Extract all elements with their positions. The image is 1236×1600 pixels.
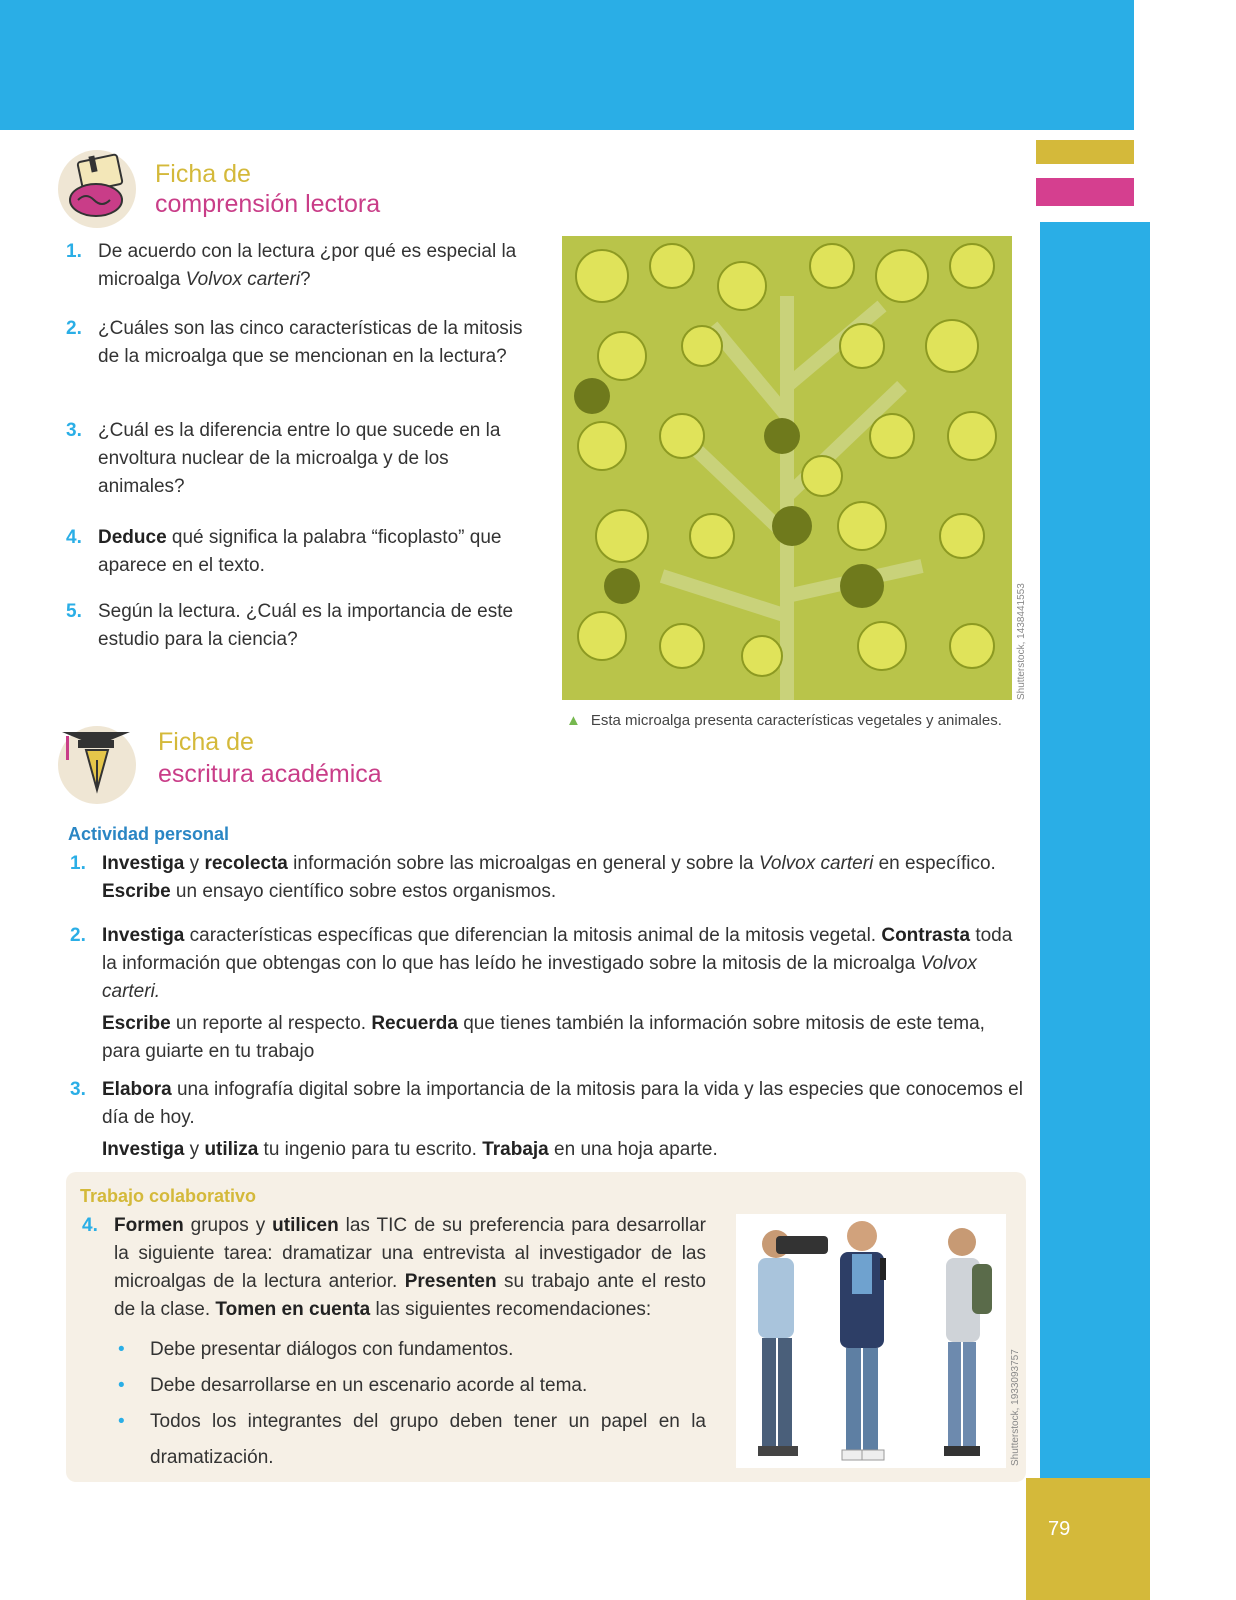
bold-verb: utiliza	[204, 1139, 259, 1160]
question-number: 4.	[66, 527, 82, 548]
bold-verb: Investiga	[102, 925, 185, 946]
text-run: ¿Cuáles son las cinco características de la mitosis de la microalga que se mencionan en la lectura?	[98, 318, 523, 367]
bold-verb: Escribe	[102, 881, 171, 902]
question-text	[98, 601, 513, 650]
writing-item	[70, 922, 1024, 1066]
brain-book-icon	[58, 150, 136, 228]
bullet-item	[118, 1404, 706, 1476]
reading-sheet-title-2: comprensión lectora	[155, 190, 381, 218]
text-run: ¿Cuál es la diferencia entre lo que sucede en la envoltura nuclear de la microalga y de los animales?	[98, 420, 501, 497]
text-run: un ensayo científico sobre estos organismos.	[170, 881, 557, 902]
interview-photo-credit: Shutterstock, 1933093757	[1010, 1349, 1021, 1466]
bold-verb: Investiga	[102, 853, 185, 874]
bold-verb: Contrasta	[881, 925, 971, 946]
collaborative-item	[82, 1212, 707, 1324]
bullet-item	[118, 1332, 706, 1368]
text-run: qué significa la palabra “ficoplasto” que aparece en el texto.	[98, 527, 502, 576]
text-run: un reporte al respecto.	[170, 1013, 372, 1034]
item-text	[102, 1076, 1024, 1164]
reading-question	[66, 598, 528, 654]
item-number: 2.	[70, 925, 86, 946]
item-paragraph	[102, 1076, 1024, 1132]
text-run: y	[184, 1139, 205, 1160]
interview-photo	[736, 1214, 1006, 1468]
text-run: en específico.	[873, 853, 996, 874]
side-marker-pink	[1036, 178, 1134, 206]
writing-sheet-title-2: escritura académica	[158, 760, 382, 788]
question-number: 1.	[66, 241, 82, 262]
item-number: 1.	[70, 853, 86, 874]
question-text	[98, 420, 500, 497]
text-run: De acuerdo con la lectura ¿por qué es especial la microalga	[98, 241, 517, 290]
text-run: en una hoja aparte.	[548, 1139, 718, 1160]
top-color-band	[0, 0, 1134, 130]
graduation-pen-icon	[58, 726, 136, 804]
italic-term: Volvox carteri.	[102, 953, 977, 1002]
question-number: 3.	[66, 420, 82, 441]
italic-term: Volvox carteri	[758, 853, 874, 874]
bold-verb: Recuerda	[371, 1013, 458, 1034]
reading-question	[66, 315, 528, 371]
bullet-text: Todos los integrantes del grupo deben tener un papel en la dramatización.	[150, 1411, 706, 1468]
text-run: tu ingenio para tu escrito.	[258, 1139, 483, 1160]
item-paragraph	[102, 850, 1024, 906]
writing-item	[70, 850, 1024, 906]
triangle-icon: ▲	[566, 712, 581, 729]
text-run: toda la información que obtengas con lo que has leído he investigado sobre la mitosis de la microalga	[102, 925, 1013, 974]
bullet-text: Debe desarrollarse en un escenario acorde al tema.	[150, 1375, 588, 1396]
page-number-box	[1026, 1478, 1150, 1600]
item-text	[102, 922, 1024, 1066]
page-number: 79	[1048, 1518, 1071, 1540]
text-run: las TIC de su preferencia para desarrollar la siguiente tarea: dramatizar una entrevista al investigador de las microalgas de la lectura anterior.	[114, 1215, 707, 1292]
item-text	[102, 850, 1024, 906]
question-text	[98, 527, 501, 576]
bold-verb: Trabaja	[482, 1139, 549, 1160]
bold-verb: Formen	[114, 1215, 184, 1236]
bullet-text: Debe presentar diálogos con fundamentos.	[150, 1339, 514, 1360]
bold-verb: Deduce	[98, 527, 167, 548]
bold-verb: Escribe	[102, 1013, 171, 1034]
text-run: su trabajo ante el resto de la clase.	[114, 1271, 706, 1320]
text-run: una infografía digital sobre la importancia de la mitosis para la vida y las especies que conocemos el día de hoy.	[102, 1079, 1023, 1128]
photo-credit: Shutterstock, 1438441553	[1016, 583, 1027, 700]
text-run: las siguientes recomendaciones:	[370, 1299, 652, 1320]
question-number: 2.	[66, 318, 82, 339]
reading-question	[66, 238, 528, 294]
reading-question	[66, 417, 528, 501]
text-run: que tienes también la información sobre mitosis de este tema, para guiarte en tu trabajo	[102, 1013, 985, 1062]
writing-sheet-title-1: Ficha de	[158, 728, 254, 756]
text-run: ?	[300, 269, 311, 290]
question-text	[98, 241, 516, 290]
caption-text: Esta microalga presenta características vegetales y animales.	[590, 712, 1002, 729]
bullet-item	[118, 1368, 706, 1404]
bullet-dot: •	[118, 1339, 125, 1360]
bullet-dot: •	[118, 1375, 125, 1396]
side-marker-gold	[1036, 140, 1134, 164]
writing-item	[70, 1076, 1024, 1164]
reading-sheet-title-1: Ficha de	[155, 160, 251, 188]
text-run: características específicas que diferencian la mitosis animal de la mitosis vegetal.	[184, 925, 882, 946]
question-number: 5.	[66, 601, 82, 622]
photo-caption	[566, 712, 1002, 729]
italic-term: Volvox carteri	[185, 269, 301, 290]
text-run: grupos y	[183, 1215, 273, 1236]
question-text	[98, 318, 523, 367]
bold-verb: recolecta	[204, 853, 288, 874]
item-number: 4.	[82, 1215, 98, 1236]
collaborative-text	[114, 1215, 706, 1320]
personal-activity-heading: Actividad personal	[68, 824, 230, 844]
bullet-dot: •	[118, 1411, 125, 1432]
bold-verb: utilicen	[272, 1215, 339, 1236]
text-run: información sobre las microalgas en general y sobre la	[287, 853, 759, 874]
microalgae-photo	[562, 236, 1012, 700]
item-paragraph	[102, 1010, 1024, 1066]
bold-verb: Tomen en cuenta	[215, 1299, 371, 1320]
text-run: y	[184, 853, 205, 874]
side-color-strip	[1040, 222, 1150, 1492]
item-paragraph	[102, 1136, 1024, 1164]
bold-verb: Presenten	[404, 1271, 497, 1292]
text-run: Según la lectura. ¿Cuál es la importancia de este estudio para la ciencia?	[98, 601, 514, 650]
collaborative-title: Trabajo colaborativo	[80, 1186, 257, 1206]
reading-question	[66, 524, 528, 580]
bold-verb: Investiga	[102, 1139, 185, 1160]
bold-verb: Elabora	[102, 1079, 172, 1100]
item-paragraph	[102, 922, 1024, 1006]
item-number: 3.	[70, 1079, 86, 1100]
